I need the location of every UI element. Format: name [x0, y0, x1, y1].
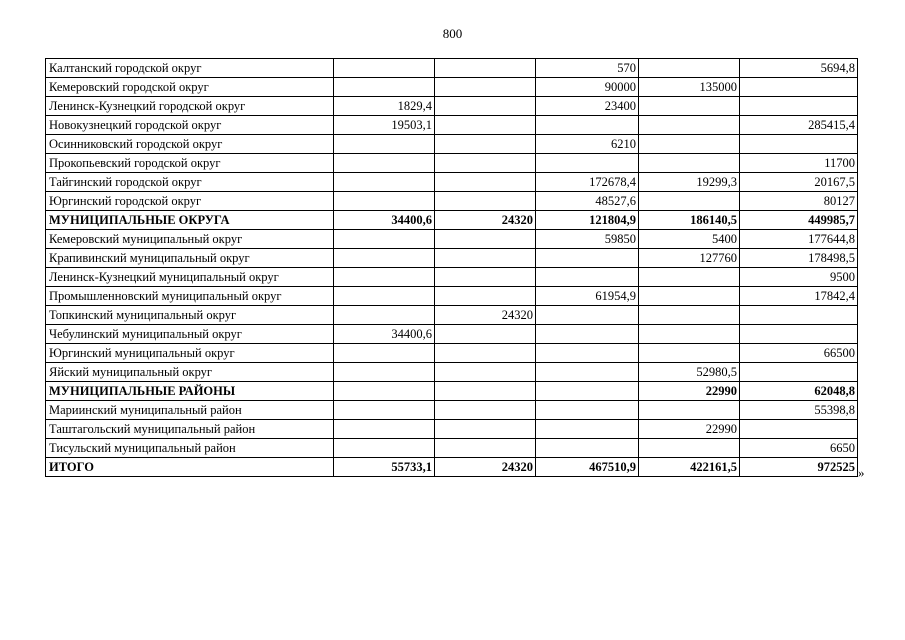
value-cell-c5: 177644,8: [740, 230, 858, 249]
value-cell-c1: [334, 420, 435, 439]
value-cell-c2: [435, 135, 536, 154]
value-cell-c3: [536, 363, 639, 382]
row-name: ИТОГО: [46, 458, 334, 477]
value-cell-c4: [639, 268, 740, 287]
value-cell-c4: 19299,3: [639, 173, 740, 192]
value-cell-c4: [639, 59, 740, 78]
value-cell-c4: [639, 192, 740, 211]
value-cell-c5: 11700: [740, 154, 858, 173]
value-cell-c5: 17842,4: [740, 287, 858, 306]
table-row: [46, 116, 858, 135]
value-cell-c2: [435, 287, 536, 306]
value-cell-c2: [435, 59, 536, 78]
value-cell-c3: 570: [536, 59, 639, 78]
value-cell-c1: [334, 192, 435, 211]
table-row: [46, 59, 858, 78]
row-name: Яйский муниципальный округ: [46, 363, 334, 382]
table-row: [46, 306, 858, 325]
value-cell-c2: 24320: [435, 458, 536, 477]
value-cell-c3: [536, 306, 639, 325]
page-number: 800: [442, 26, 463, 41]
table-row-total: [46, 211, 858, 230]
value-cell-c2: [435, 192, 536, 211]
value-cell-c1: [334, 173, 435, 192]
value-cell-c5: 80127: [740, 192, 858, 211]
value-cell-c4: 127760: [639, 249, 740, 268]
value-cell-c2: [435, 401, 536, 420]
table-row: [46, 135, 858, 154]
table-row: [46, 401, 858, 420]
value-cell-c3: 23400: [536, 97, 639, 116]
value-cell-c2: [435, 363, 536, 382]
value-cell-c3: [536, 268, 639, 287]
value-cell-c1: 1829,4: [334, 97, 435, 116]
value-cell-c2: 24320: [435, 211, 536, 230]
table-row: [46, 268, 858, 287]
row-name: Тисульский муниципальный район: [46, 439, 334, 458]
value-cell-c5: 5694,8: [740, 59, 858, 78]
value-cell-c2: [435, 420, 536, 439]
value-cell-c4: 422161,5: [639, 458, 740, 477]
value-cell-c1: [334, 287, 435, 306]
value-cell-c4: [639, 401, 740, 420]
value-cell-c1: [334, 401, 435, 420]
table-row: [46, 97, 858, 116]
table-row-total: [46, 382, 858, 401]
value-cell-c1: [334, 439, 435, 458]
value-cell-c1: [334, 268, 435, 287]
value-cell-c2: [435, 230, 536, 249]
value-cell-c4: 5400: [639, 230, 740, 249]
value-cell-c1: 34400,6: [334, 211, 435, 230]
value-cell-c2: 24320: [435, 306, 536, 325]
row-name: Осинниковский городской округ: [46, 135, 334, 154]
value-cell-c4: [639, 439, 740, 458]
value-cell-c3: [536, 325, 639, 344]
value-cell-c4: 22990: [639, 382, 740, 401]
value-cell-c1: 34400,6: [334, 325, 435, 344]
value-cell-c1: [334, 382, 435, 401]
value-cell-c1: [334, 230, 435, 249]
value-cell-c5: [740, 306, 858, 325]
value-cell-c5: [740, 420, 858, 439]
value-cell-c5: 6650: [740, 439, 858, 458]
value-cell-c5: 20167,5: [740, 173, 858, 192]
value-cell-c5: 9500: [740, 268, 858, 287]
value-cell-c2: [435, 382, 536, 401]
value-cell-c1: [334, 59, 435, 78]
value-cell-c2: [435, 97, 536, 116]
value-cell-c4: [639, 287, 740, 306]
table-row: [46, 154, 858, 173]
value-cell-c1: [334, 154, 435, 173]
value-cell-c4: [639, 154, 740, 173]
row-name: Мариинский муниципальный район: [46, 401, 334, 420]
row-name: Прокопьевский городской округ: [46, 154, 334, 173]
value-cell-c3: [536, 420, 639, 439]
value-cell-c3: 467510,9: [536, 458, 639, 477]
value-cell-c4: [639, 306, 740, 325]
row-name: МУНИЦИПАЛЬНЫЕ РАЙОНЫ: [46, 382, 334, 401]
value-cell-c4: [639, 344, 740, 363]
value-cell-c5: 55398,8: [740, 401, 858, 420]
row-name: Тайгинский городской округ: [46, 173, 334, 192]
value-cell-c5: 449985,7: [740, 211, 858, 230]
value-cell-c2: [435, 344, 536, 363]
table-row: [46, 363, 858, 382]
budget-table: [45, 58, 858, 477]
value-cell-c3: 90000: [536, 78, 639, 97]
value-cell-c1: [334, 78, 435, 97]
table-row-total: [46, 458, 858, 477]
value-cell-c2: [435, 116, 536, 135]
closing-quote: »: [858, 465, 865, 480]
table-row: [46, 78, 858, 97]
row-name: Кемеровский муниципальный округ: [46, 230, 334, 249]
value-cell-c3: [536, 154, 639, 173]
value-cell-c3: [536, 116, 639, 135]
value-cell-c2: [435, 439, 536, 458]
value-cell-c5: 62048,8: [740, 382, 858, 401]
value-cell-c5: [740, 135, 858, 154]
row-name: Юргинский муниципальный округ: [46, 344, 334, 363]
row-name: Чебулинский муниципальный округ: [46, 325, 334, 344]
value-cell-c4: [639, 135, 740, 154]
table-row: [46, 344, 858, 363]
value-cell-c3: [536, 382, 639, 401]
table-row: [46, 173, 858, 192]
value-cell-c2: [435, 173, 536, 192]
value-cell-c2: [435, 154, 536, 173]
value-cell-c4: [639, 97, 740, 116]
value-cell-c3: [536, 439, 639, 458]
value-cell-c1: 19503,1: [334, 116, 435, 135]
table-row: [46, 230, 858, 249]
value-cell-c2: [435, 268, 536, 287]
value-cell-c4: 22990: [639, 420, 740, 439]
value-cell-c5: [740, 78, 858, 97]
value-cell-c3: 6210: [536, 135, 639, 154]
table-row: [46, 325, 858, 344]
value-cell-c3: 48527,6: [536, 192, 639, 211]
value-cell-c3: 61954,9: [536, 287, 639, 306]
value-cell-c1: [334, 363, 435, 382]
value-cell-c5: 66500: [740, 344, 858, 363]
row-name: Ленинск-Кузнецкий городской округ: [46, 97, 334, 116]
value-cell-c5: [740, 97, 858, 116]
value-cell-c5: [740, 363, 858, 382]
row-name: Крапивинский муниципальный округ: [46, 249, 334, 268]
table-row: [46, 439, 858, 458]
table-row: [46, 287, 858, 306]
value-cell-c3: 59850: [536, 230, 639, 249]
row-name: Промышленновский муниципальный округ: [46, 287, 334, 306]
row-name: Калтанский городской округ: [46, 59, 334, 78]
value-cell-c4: [639, 116, 740, 135]
value-cell-c4: [639, 325, 740, 344]
value-cell-c5: 178498,5: [740, 249, 858, 268]
value-cell-c1: [334, 249, 435, 268]
value-cell-c1: 55733,1: [334, 458, 435, 477]
value-cell-c3: [536, 401, 639, 420]
value-cell-c5: [740, 325, 858, 344]
table-row: [46, 192, 858, 211]
value-cell-c1: [334, 306, 435, 325]
row-name: Таштагольский муниципальный район: [46, 420, 334, 439]
value-cell-c4: 186140,5: [639, 211, 740, 230]
value-cell-c1: [334, 344, 435, 363]
table-row: [46, 420, 858, 439]
row-name: Ленинск-Кузнецкий муниципальный округ: [46, 268, 334, 287]
value-cell-c5: 972525: [740, 458, 858, 477]
value-cell-c2: [435, 249, 536, 268]
value-cell-c3: [536, 344, 639, 363]
row-name: Кемеровский городской округ: [46, 78, 334, 97]
value-cell-c3: 172678,4: [536, 173, 639, 192]
value-cell-c4: 135000: [639, 78, 740, 97]
value-cell-c2: [435, 78, 536, 97]
value-cell-c5: 285415,4: [740, 116, 858, 135]
value-cell-c4: 52980,5: [639, 363, 740, 382]
value-cell-c1: [334, 135, 435, 154]
value-cell-c3: 121804,9: [536, 211, 639, 230]
row-name: Юргинский городской округ: [46, 192, 334, 211]
row-name: МУНИЦИПАЛЬНЫЕ ОКРУГА: [46, 211, 334, 230]
row-name: Новокузнецкий городской округ: [46, 116, 334, 135]
value-cell-c2: [435, 325, 536, 344]
value-cell-c3: [536, 249, 639, 268]
row-name: Топкинский муниципальный округ: [46, 306, 334, 325]
table-row: [46, 249, 858, 268]
